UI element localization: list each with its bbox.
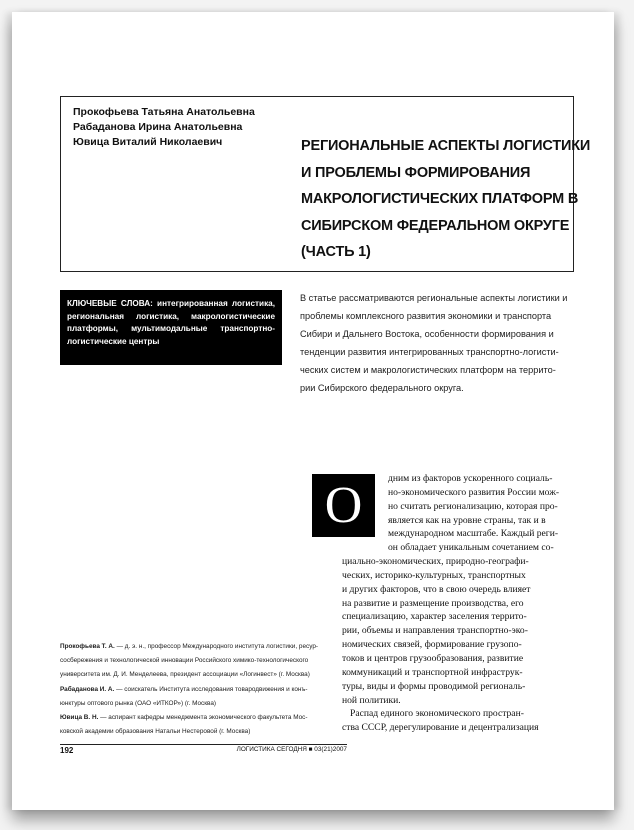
body-line: токов и центров грузообразования, развитие [342, 652, 524, 664]
body-line: специализацию, характер заселения террито- [342, 611, 527, 623]
author-list [73, 105, 255, 150]
footnote-text: ковской академии образования Натальи Нестеровой (г. Москва) [60, 728, 251, 736]
body-line: ческих, историко-культурных, транспортных [342, 569, 526, 581]
abstract-line: проблемы комплексного развития экономики и транспорта [300, 311, 552, 321]
drop-cap: О [312, 474, 375, 537]
author-name: Рабаданова Ирина Анатольевна [73, 121, 243, 133]
body-line: но-экономического развития России мож- [388, 486, 560, 498]
title-line: МАКРОЛОГИСТИЧЕСКИХ ПЛАТФОРМ В [301, 191, 579, 207]
keywords-text: интегрированная логистика, региональная логистика, макрологистические платформы, мультимодальные транспортно-логистические центры [67, 299, 275, 346]
title-line: (ЧАСТЬ 1) [301, 244, 371, 260]
footnote-text: университета им. Д. И. Менделеева, президент ассоциации «Логинвест» (г. Москва) [60, 671, 310, 679]
footnote-line [60, 668, 350, 682]
title-line: И ПРОБЛЕМЫ ФОРМИРОВАНИЯ [301, 164, 531, 181]
footnote-line [60, 711, 350, 725]
title-line: РЕГИОНАЛЬНЫЕ АСПЕКТЫ ЛОГИСТИКИ [301, 138, 591, 154]
footnote-line [60, 683, 350, 697]
footnote-line [60, 640, 350, 654]
body-line: дним из факторов ускоренного социаль- [388, 473, 553, 484]
abstract-line: В статье рассматриваются региональные аспекты логистики и [300, 293, 568, 303]
keywords-box [60, 290, 282, 365]
footnote-author: Ювица В. Н. [60, 714, 99, 722]
body-line: международном масштабе. Каждый реги- [388, 528, 559, 540]
abstract-line: тенденции развития интегрированных транспортно-логисти- [300, 347, 559, 357]
body-line: является как на уровне страны, так и в [388, 514, 546, 526]
footnote-text: — аспирант кафедры менеджмента экономического факультета Мос- [98, 714, 308, 722]
body-line: он обладает уникальным сочетанием со- [388, 542, 554, 554]
footnote-line [60, 654, 350, 668]
footer-divider [60, 744, 347, 745]
body-line: ной политики. [342, 694, 401, 706]
title-line: СИБИРСКОМ ФЕДЕРАЛЬНОМ ОКРУГЕ [301, 217, 570, 234]
footnote-line [60, 725, 350, 739]
abstract [300, 289, 572, 397]
body-line: ства СССР, дерегулирование и децентрализация [342, 722, 539, 734]
author-name: Прокофьева Татьяна Анатольевна [73, 106, 255, 118]
article-title [301, 133, 591, 266]
body-text [342, 472, 586, 735]
footnote-text: — соискатель Института исследования товародвижения и конъ- [114, 685, 308, 693]
footnote-text: — д. э. н., профессор Международного института логистики, ресур- [114, 643, 319, 650]
footnote-author: Прокофьева Т. А. [60, 643, 115, 650]
footnote-line [60, 697, 350, 711]
abstract-line: Сибири и Дальнего Востока, особенности формирования и [300, 329, 554, 339]
body-line: циально-экономических, природно-географи- [342, 556, 529, 568]
body-line: коммуникаций и транспортной инфраструк- [342, 666, 523, 678]
body-line: туры, виды и формы проводимой региональ- [342, 680, 526, 692]
journal-name: ЛОГИСТИКА СЕГОДНЯ ■ 03(21)2007 [236, 746, 347, 753]
footnote-text: сосбережения и технологической инновации Российского химико-технологического [60, 657, 309, 665]
document-page [12, 12, 614, 810]
body-line: Распад единого экономического простран- [350, 708, 524, 720]
keywords-label: КЛЮЧЕВЫЕ СЛОВА: [67, 299, 153, 308]
abstract-line: ческих систем и макрологистических платформ на террито- [300, 365, 556, 375]
body-line: но считать регионализацию, которая про- [388, 500, 558, 512]
body-line: и других факторов, что в свою очередь влияет [342, 583, 531, 595]
page-number: 192 [60, 746, 74, 755]
article-header-box [60, 96, 591, 272]
body-line: рии, объемы и направления транспортно-эко- [342, 625, 528, 637]
footnote-text: юнктуры оптового рынка (ОАО «ИТКОР») (г. Москва) [60, 699, 217, 707]
author-name: Ювица Виталий Николаевич [73, 136, 223, 148]
body-line: номических связей, формирование грузопо- [342, 639, 522, 651]
abstract-line: рии Сибирского федерального округа. [300, 383, 464, 393]
author-footnotes [60, 640, 350, 739]
footnote-author: Рабаданова И. А. [60, 685, 115, 693]
body-line: на развитие и размещение производства, его [342, 597, 524, 609]
